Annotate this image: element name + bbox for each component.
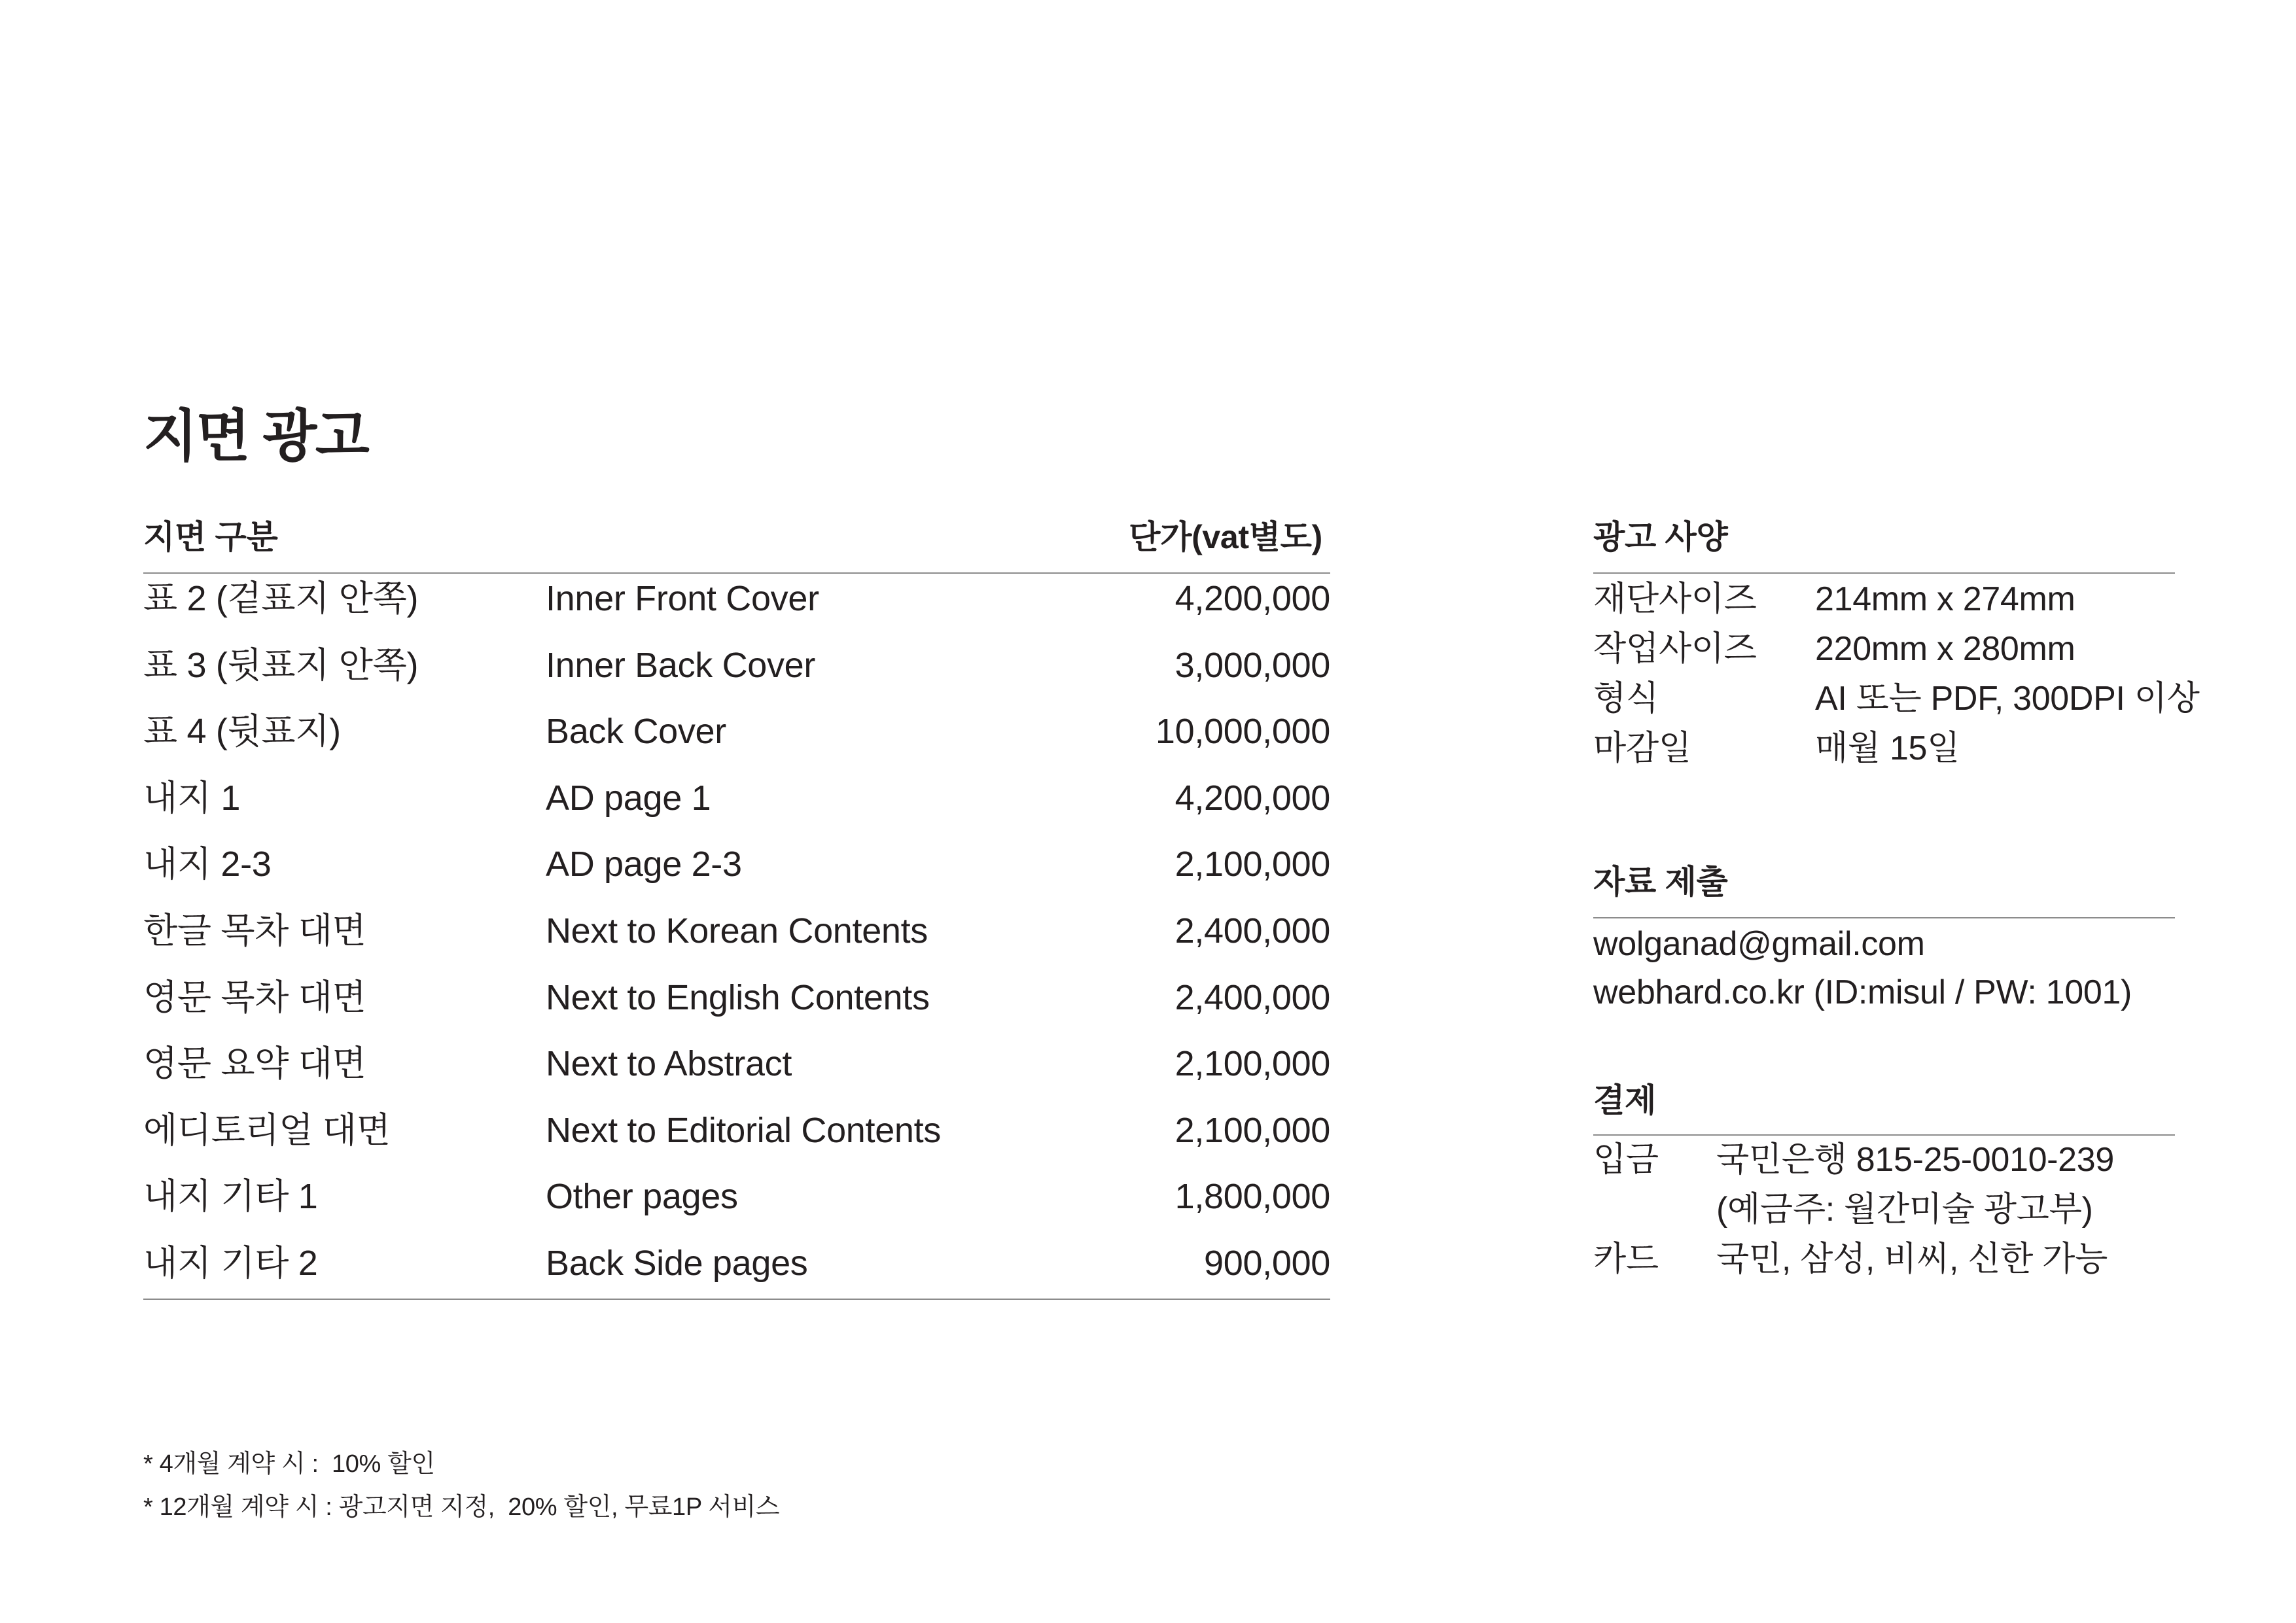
rate-section: 표 4 (뒷표지) [143, 712, 341, 752]
rate-row [143, 965, 1330, 1032]
submission-webhard: webhard.co.kr (ID:misul / PW: 1001) [1593, 973, 2132, 1011]
rate-english: Next to English Contents [546, 977, 930, 1017]
rate-english: Inner Back Cover [546, 645, 816, 685]
submission-list [1593, 920, 2175, 1017]
spec-value: AI 또는 PDF, 300DPI 이상 [1815, 680, 2200, 718]
rate-english: Inner Front Cover [546, 579, 819, 618]
footnote: * 4개월 계약 시 : 10% 할인 [143, 1450, 435, 1478]
rate-price: 10,000,000 [1155, 712, 1330, 752]
submission-email: wolganad@gmail.com [1593, 925, 1925, 963]
rates-header-row [143, 516, 1330, 558]
rate-section: 내지 2-3 [143, 845, 272, 884]
rate-english: Next to Editorial Contents [546, 1110, 941, 1150]
rate-price: 2,100,000 [1174, 1044, 1330, 1084]
payment-value: 국민, 삼성, 비씨, 신한 가능 [1716, 1240, 2108, 1278]
rate-price: 3,000,000 [1174, 645, 1330, 685]
rate-price: 2,100,000 [1174, 845, 1330, 884]
spec-value: 214mm x 274mm [1815, 580, 2075, 618]
rate-price: 900,000 [1204, 1243, 1330, 1283]
spec-label: 마감일 [1593, 729, 1691, 767]
payment-value: (예금주: 월간미술 광고부) [1716, 1191, 2093, 1229]
rate-section: 표 3 (뒷표지 안쪽) [143, 645, 419, 685]
rate-english: Next to Abstract [546, 1044, 792, 1084]
submission-rule [1593, 917, 2175, 918]
rate-section: 영문 요약 대면 [143, 1044, 366, 1084]
rate-section: 한글 목차 대면 [143, 911, 366, 951]
rate-section: 영문 목차 대면 [143, 977, 366, 1017]
footnote: * 12개월 계약 시 : 광고지면 지정, 20% 할인, 무료1P 서비스 [143, 1493, 780, 1521]
payment-heading: 결제 [1593, 1082, 1656, 1119]
rate-row [143, 1164, 1330, 1230]
payment-row [1593, 1234, 2175, 1284]
payment-list [1593, 1135, 2175, 1284]
spec-row [1593, 674, 2200, 724]
rate-row [143, 898, 1330, 965]
rate-row [143, 831, 1330, 898]
specs-rule [1593, 572, 2175, 574]
rates-body [143, 566, 1330, 1297]
rate-section: 에디토리얼 대면 [143, 1110, 391, 1150]
spec-label: 형식 [1593, 680, 1659, 718]
spec-value: 220mm x 280mm [1815, 630, 2075, 668]
spec-label: 재단사이즈 [1593, 580, 1757, 618]
rate-section: 내지 1 [143, 778, 241, 818]
rate-english: Other pages [546, 1177, 738, 1217]
rate-price: 4,200,000 [1174, 579, 1330, 618]
rate-price: 2,400,000 [1174, 911, 1330, 951]
payment-row [1593, 1185, 2175, 1234]
submission-panel [1593, 861, 2175, 1031]
specs-panel [1593, 516, 2200, 778]
rates-bottom-rule [143, 1299, 1330, 1300]
rate-english: Next to Korean Contents [546, 911, 928, 951]
page-title: 지면 광고 [143, 405, 368, 468]
spec-row [1593, 624, 2175, 674]
spec-row [1593, 724, 2175, 773]
rate-row [143, 699, 1330, 765]
rate-section: 내지 기타 2 [143, 1243, 318, 1283]
rates-table [143, 516, 1330, 1301]
rate-row [143, 633, 1330, 699]
rate-row [143, 1098, 1330, 1164]
rate-english: AD page 2-3 [546, 845, 742, 884]
rate-price: 2,100,000 [1174, 1110, 1330, 1150]
payment-panel [1593, 1079, 2175, 1289]
spec-value: 매월 15일 [1815, 729, 1960, 767]
rate-english: Back Cover [546, 712, 726, 752]
spec-label: 작업사이즈 [1593, 630, 1757, 668]
rate-row [143, 1230, 1330, 1297]
spec-row [1593, 574, 2175, 624]
rate-section: 표 2 (겉표지 안쪽) [143, 579, 419, 618]
rate-row [143, 566, 1330, 633]
rate-row [143, 1031, 1330, 1098]
submission-heading: 자료 제출 [1593, 864, 1728, 900]
rate-english: Back Side pages [546, 1243, 808, 1283]
payment-row [1593, 1135, 2175, 1185]
rate-price: 2,400,000 [1174, 977, 1330, 1017]
rate-section: 내지 기타 1 [143, 1177, 318, 1217]
footnotes [143, 1442, 779, 1529]
rate-price: 4,200,000 [1174, 778, 1330, 818]
payment-value: 국민은행 815-25-0010-239 [1716, 1141, 2114, 1179]
rate-price: 1,800,000 [1174, 1177, 1330, 1217]
payment-label: 입금 [1593, 1141, 1659, 1179]
specs-list [1593, 574, 2200, 773]
rates-header-price: 단가(vat별도) [1129, 519, 1322, 555]
payment-label: 카드 [1593, 1240, 1659, 1278]
specs-heading: 광고 사양 [1593, 519, 1728, 555]
rate-english: AD page 1 [546, 778, 711, 818]
rates-header-section: 지면 구분 [143, 519, 278, 555]
rate-row [143, 765, 1330, 832]
